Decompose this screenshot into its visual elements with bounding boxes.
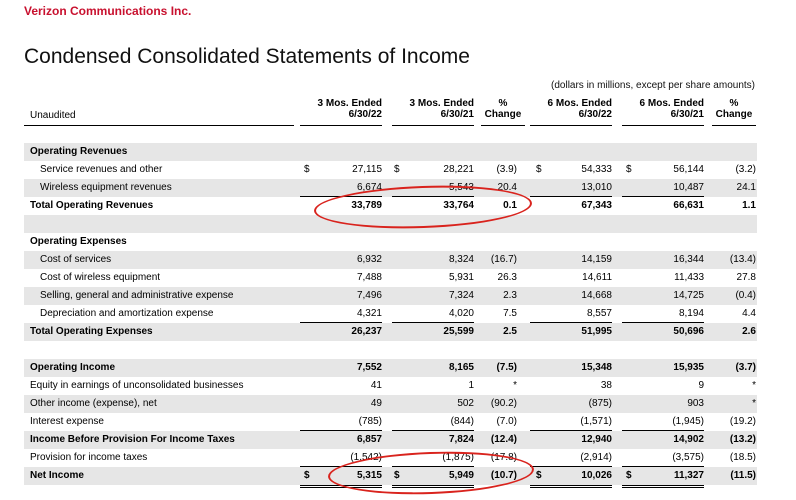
- table-cell: (1,875): [442, 452, 474, 463]
- table-cell: 4.4: [742, 308, 756, 319]
- table-cell: (17.8): [490, 452, 517, 463]
- row-label: Operating Income: [30, 362, 116, 373]
- header-3mo-2021: 3 Mos. Ended 6/30/21: [409, 98, 474, 120]
- row-label: Other income (expense), net: [30, 398, 157, 409]
- section-operating-expenses: [24, 233, 757, 251]
- section-operating-revenues: [24, 143, 757, 161]
- row-label: Equity in earnings of unconsolidated businesses: [30, 380, 244, 391]
- table-cell: 9: [698, 380, 704, 391]
- table-cell: 8,165: [448, 362, 474, 373]
- table-cell: 25,599: [443, 326, 474, 337]
- table-cell: 7,324: [448, 290, 474, 301]
- header-3mo-2022: 3 Mos. Ended 6/30/22: [317, 98, 382, 120]
- table-cell: 14,902: [673, 434, 704, 445]
- table-cell: 903: [687, 398, 704, 409]
- currency-symbol: $: [304, 164, 310, 175]
- table-cell: *: [752, 398, 756, 409]
- header-6mo-2021: 6 Mos. Ended 6/30/21: [639, 98, 704, 120]
- row-label: Total Operating Expenses: [30, 326, 153, 337]
- table-cell: (11.5): [730, 470, 756, 481]
- row-label: Interest expense: [30, 416, 104, 427]
- table-cell: 7.5: [503, 308, 517, 319]
- table-cell: (3.2): [735, 164, 756, 175]
- row-label: Depreciation and amortization expense: [40, 308, 214, 319]
- table-cell: 49: [370, 398, 382, 409]
- rule-line: [622, 485, 704, 488]
- table-row: [24, 359, 757, 377]
- table-cell: (90.2): [490, 398, 517, 409]
- row-label: Selling, general and administrative expense: [40, 290, 234, 301]
- table-cell: (1,542): [350, 452, 382, 463]
- header-6mo-change: % Change: [715, 98, 753, 120]
- table-row: [24, 431, 757, 449]
- table-cell: 14,725: [673, 290, 704, 301]
- table-cell: (13.4): [729, 254, 756, 265]
- table-cell: 27,115: [352, 164, 382, 175]
- table-cell: (7.0): [496, 416, 517, 427]
- row-label: Cost of wireless equipment: [40, 272, 161, 283]
- table-cell: 4,020: [448, 308, 474, 319]
- table-cell: (844): [450, 416, 474, 427]
- table-cell: 10,487: [673, 182, 704, 193]
- table-row: [24, 269, 757, 287]
- table-cell: 20.4: [497, 182, 517, 193]
- currency-symbol: $: [626, 470, 632, 481]
- table-cell: 11,433: [674, 272, 704, 283]
- table-cell: 12,940: [581, 434, 612, 445]
- header-rule: [530, 125, 612, 126]
- table-cell: 50,696: [673, 326, 704, 337]
- header-rule: [24, 125, 294, 126]
- table-cell: 2.6: [742, 326, 756, 337]
- table-cell: (785): [358, 416, 382, 427]
- table-cell: 7,552: [356, 362, 382, 373]
- table-row: [24, 395, 757, 413]
- table-cell: 1: [468, 380, 474, 391]
- table-cell: 56,144: [673, 164, 704, 175]
- header-rule: [300, 125, 382, 126]
- table-cell: 6,932: [356, 254, 382, 265]
- table-cell: 10,026: [581, 470, 612, 481]
- header-6mo-2022: 6 Mos. Ended 6/30/22: [547, 98, 612, 120]
- table-cell: 41: [370, 380, 382, 391]
- row-label: Provision for income taxes: [30, 452, 148, 463]
- table-cell: 8,194: [678, 308, 704, 319]
- table-cell: (13.2): [729, 434, 756, 445]
- table-cell: 2.5: [503, 326, 517, 337]
- table-cell: (3.9): [496, 164, 517, 175]
- table-row: [24, 287, 757, 305]
- header-rule: [622, 125, 704, 126]
- table-cell: 51,995: [581, 326, 612, 337]
- table-cell: 14,668: [581, 290, 612, 301]
- currency-symbol: $: [626, 164, 632, 175]
- table-cell: 14,611: [582, 272, 612, 283]
- table-row: [24, 413, 757, 431]
- table-cell: (2,914): [580, 452, 612, 463]
- table-cell: 11,327: [673, 470, 704, 481]
- row-label: Operating Revenues: [30, 146, 128, 157]
- header-rule: [712, 125, 756, 126]
- table-cell: 15,935: [673, 362, 704, 373]
- table-cell: (18.5): [729, 452, 756, 463]
- row-label: Operating Expenses: [30, 236, 127, 247]
- table-cell: (3,575): [672, 452, 704, 463]
- header-rule: [481, 125, 525, 126]
- table-cell: (3.7): [735, 362, 756, 373]
- table-cell: *: [513, 380, 517, 391]
- table-cell: *: [752, 380, 756, 391]
- row-label: Wireless equipment revenues: [40, 182, 172, 193]
- table-cell: 1.1: [742, 200, 756, 211]
- currency-symbol: $: [394, 470, 400, 481]
- table-row: [24, 377, 757, 395]
- rule-line: [530, 485, 612, 488]
- currency-symbol: $: [536, 164, 542, 175]
- table-cell: 5,543: [448, 182, 474, 193]
- table-cell: (7.5): [496, 362, 517, 373]
- table-cell: 7,496: [356, 290, 382, 301]
- table-cell: 15,348: [581, 362, 612, 373]
- company-name: Verizon Communications Inc.: [24, 4, 192, 18]
- currency-symbol: $: [394, 164, 400, 175]
- units-note: (dollars in millions, except per share amounts): [551, 80, 755, 91]
- table-cell: 5,931: [448, 272, 474, 283]
- unaudited-label: Unaudited: [30, 110, 76, 121]
- table-cell: 13,010: [581, 182, 612, 193]
- table-cell: 0.1: [503, 200, 517, 211]
- table-cell: 2.3: [503, 290, 517, 301]
- table-cell: 16,344: [673, 254, 704, 265]
- table-cell: 5,949: [448, 470, 474, 481]
- table-cell: 502: [457, 398, 474, 409]
- table-cell: 66,631: [673, 200, 704, 211]
- table-cell: 5,315: [356, 470, 382, 481]
- table-cell: 24.1: [736, 182, 756, 193]
- table-row: [24, 161, 757, 179]
- table-cell: (19.2): [729, 416, 756, 427]
- row-label: Total Operating Revenues: [30, 200, 154, 211]
- table-cell: 54,333: [581, 164, 612, 175]
- row-label: Service revenues and other: [40, 164, 163, 175]
- table-cell: 6,674: [356, 182, 382, 193]
- table-row: [24, 323, 757, 341]
- table-cell: 7,488: [356, 272, 382, 283]
- currency-symbol: $: [304, 470, 310, 481]
- row-label: Cost of services: [40, 254, 112, 265]
- table-cell: (875): [588, 398, 612, 409]
- table-cell: 27.8: [736, 272, 756, 283]
- table-cell: 8,324: [448, 254, 474, 265]
- table-cell: (16.7): [490, 254, 517, 265]
- table-cell: (1,571): [580, 416, 612, 427]
- header-rule: [392, 125, 474, 126]
- table-cell: 8,557: [586, 308, 612, 319]
- table-cell: 6,857: [356, 434, 382, 445]
- table-row: [24, 251, 757, 269]
- table-cell: 7,824: [448, 434, 474, 445]
- header-3mo-change: % Change: [484, 98, 522, 120]
- table-cell: 33,789: [351, 200, 382, 211]
- table-cell: 26,237: [351, 326, 382, 337]
- row-label: Net Income: [30, 470, 84, 481]
- table-cell: 28,221: [443, 164, 474, 175]
- table-cell: (1,945): [672, 416, 704, 427]
- table-cell: 26.3: [497, 272, 517, 283]
- table-cell: 38: [600, 380, 612, 391]
- table-cell: (12.4): [490, 434, 517, 445]
- table-cell: 33,764: [443, 200, 474, 211]
- currency-symbol: $: [536, 470, 542, 481]
- table-row: [24, 305, 757, 323]
- table-cell: 67,343: [581, 200, 612, 211]
- row-label: Income Before Provision For Income Taxes: [30, 434, 235, 445]
- table-cell: 14,159: [581, 254, 612, 265]
- table-cell: (10.7): [490, 470, 517, 481]
- table-cell: (0.4): [735, 290, 756, 301]
- statement-title: Condensed Consolidated Statements of Income: [24, 45, 470, 68]
- table-cell: 4,321: [356, 308, 382, 319]
